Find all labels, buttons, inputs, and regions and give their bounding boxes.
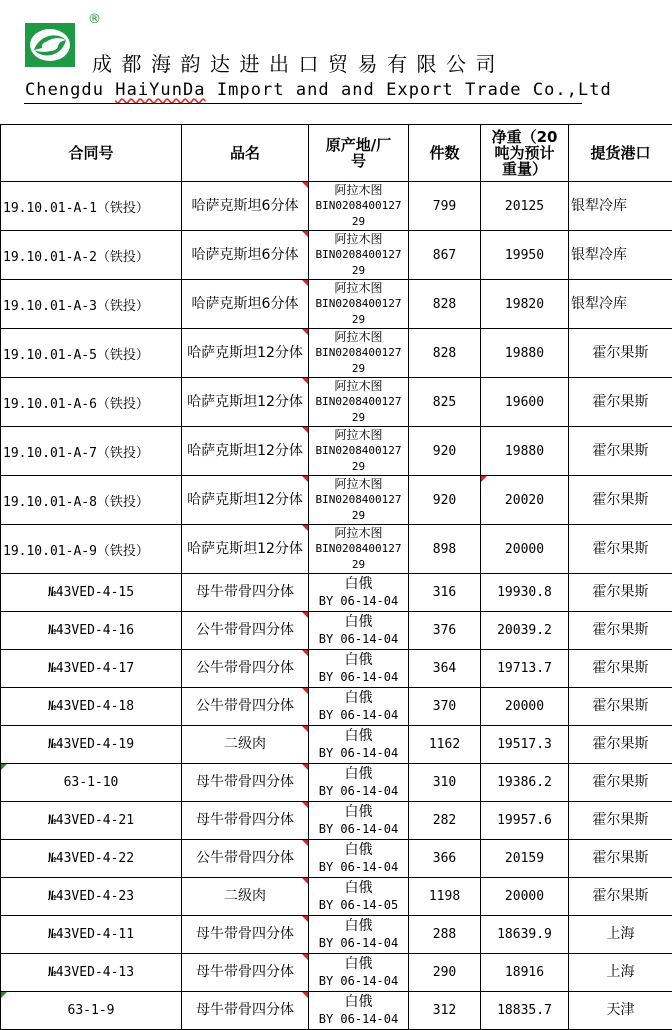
cell-count: 310: [409, 764, 481, 802]
origin-plant-code: BIN0208400127: [309, 345, 408, 361]
cell-weight: [481, 726, 569, 764]
company-name-english: [25, 80, 612, 100]
cell-count: 312: [409, 992, 481, 1030]
document-header: [0, 0, 672, 124]
origin-plant-code-tail: 29: [309, 459, 408, 475]
origin-plant-code: BY 06-14-04: [309, 707, 408, 724]
cell-product: [182, 378, 309, 427]
cell-weight: [481, 612, 569, 650]
cell-count: 828: [409, 329, 481, 378]
company-name-en-part1: Chengdu: [25, 80, 115, 100]
comment-marker-icon: [302, 231, 308, 237]
origin-plant-code: BY 06-14-04: [309, 593, 408, 610]
comment-marker-icon: [1, 764, 7, 770]
cell-origin: [309, 329, 409, 378]
product-text: 哈萨克斯坦12分体: [187, 394, 303, 410]
comment-marker-icon: [302, 427, 308, 433]
cell-contract-no: [1, 574, 182, 612]
origin-plant-code: BY 06-14-04: [309, 859, 408, 876]
cell-count: 1198: [409, 878, 481, 916]
cell-product: [182, 916, 309, 954]
shipment-table: [0, 124, 672, 1030]
contract-no-text: 63-1-10: [64, 775, 119, 790]
origin-city: 阿拉木图: [309, 525, 408, 541]
cell-contract-no: [1, 840, 182, 878]
cell-contract-no: [1, 329, 182, 378]
contract-no-text: №43VED-4-22: [48, 851, 134, 866]
contract-no-text: №43VED-4-16: [48, 623, 134, 638]
cell-product: [182, 992, 309, 1030]
weight-text: 19386.2: [497, 775, 552, 790]
header-product: 品名: [182, 125, 309, 182]
comment-marker-icon: [302, 688, 308, 694]
comment-marker-icon: [302, 182, 308, 188]
origin-city: 阿拉木图: [309, 329, 408, 345]
contract-no-text: №43VED-4-17: [48, 661, 134, 676]
table-row: [1, 954, 672, 992]
table-row: [1, 688, 672, 726]
cell-product: [182, 878, 309, 916]
contract-no-text: №43VED-4-15: [48, 585, 134, 600]
registered-trademark-mark: ®: [88, 12, 101, 27]
comment-marker-icon: [302, 878, 308, 884]
header-port: 提货港口: [569, 125, 672, 182]
cell-contract-no: [1, 992, 182, 1030]
table-row: [1, 840, 672, 878]
cell-weight: [481, 280, 569, 329]
cell-product: [182, 525, 309, 574]
header-origin: [309, 125, 409, 182]
origin-plant-code-tail: 29: [309, 361, 408, 377]
cell-weight: [481, 378, 569, 427]
origin-country: 白俄: [309, 728, 408, 745]
cell-contract-no: [1, 764, 182, 802]
cell-port: 霍尔果斯: [569, 802, 672, 840]
cell-weight: [481, 992, 569, 1030]
origin-plant-code: BY 06-14-04: [309, 821, 408, 838]
cell-origin: [309, 916, 409, 954]
table-row: [1, 992, 672, 1030]
origin-country: 白俄: [309, 994, 408, 1011]
cell-port: 霍尔果斯: [569, 329, 672, 378]
cell-contract-no: [1, 954, 182, 992]
cell-contract-no: [1, 916, 182, 954]
cell-weight: [481, 650, 569, 688]
origin-plant-code: BY 06-14-04: [309, 745, 408, 762]
cell-contract-no: [1, 650, 182, 688]
cell-origin: [309, 231, 409, 280]
origin-plant-code: BY 06-14-05: [309, 897, 408, 914]
origin-plant-code-tail: 29: [309, 214, 408, 230]
cell-origin: [309, 427, 409, 476]
weight-text: 20000: [505, 889, 544, 904]
weight-text: 20020: [505, 493, 544, 508]
cell-origin: [309, 378, 409, 427]
origin-plant-code: BIN0208400127: [309, 296, 408, 312]
table-header-row: [1, 125, 672, 182]
table-row: [1, 916, 672, 954]
origin-country: 白俄: [309, 918, 408, 935]
cell-count: 799: [409, 182, 481, 231]
product-text: 哈萨克斯坦12分体: [187, 443, 303, 459]
table-body: [1, 182, 672, 1030]
contract-no-text: №43VED-4-13: [48, 965, 134, 980]
origin-plant-code: BIN0208400127: [309, 394, 408, 410]
comment-marker-icon: [302, 916, 308, 922]
cell-product: [182, 231, 309, 280]
weight-text: 19820: [505, 297, 544, 312]
cell-contract-no: [1, 427, 182, 476]
origin-city: 阿拉木图: [309, 378, 408, 394]
cell-product: [182, 688, 309, 726]
cell-contract-no: [1, 525, 182, 574]
header-origin-line1: 原产地/厂: [309, 137, 408, 153]
origin-plant-code: BIN0208400127: [309, 492, 408, 508]
cell-count: 825: [409, 378, 481, 427]
origin-plant-code-tail: 29: [309, 263, 408, 279]
product-text: 哈萨克斯坦6分体: [192, 247, 299, 263]
origin-plant-code: BIN0208400127: [309, 198, 408, 214]
cell-origin: [309, 878, 409, 916]
cell-product: [182, 574, 309, 612]
cell-product: [182, 476, 309, 525]
table-row: [1, 231, 672, 280]
table-row: [1, 650, 672, 688]
weight-text: 19600: [505, 395, 544, 410]
origin-country: 白俄: [309, 842, 408, 859]
cell-port: 霍尔果斯: [569, 878, 672, 916]
cell-weight: [481, 878, 569, 916]
origin-country: 白俄: [309, 804, 408, 821]
contract-no-text: №43VED-4-18: [48, 699, 134, 714]
cell-count: 898: [409, 525, 481, 574]
weight-text: 19713.7: [497, 661, 552, 676]
weight-text: 18639.9: [497, 927, 552, 942]
cell-port: 霍尔果斯: [569, 688, 672, 726]
comment-marker-icon: [302, 378, 308, 384]
comment-marker-icon: [1, 992, 7, 998]
origin-country: 白俄: [309, 614, 408, 631]
cell-port: 霍尔果斯: [569, 574, 672, 612]
company-name-en-part2: HaiYunDa: [115, 80, 205, 100]
cell-port: 霍尔果斯: [569, 840, 672, 878]
contract-no-text: 19.10.01-A-1（铁投）: [3, 201, 149, 216]
weight-text: 19957.6: [497, 813, 552, 828]
cell-port: 霍尔果斯: [569, 525, 672, 574]
cell-port: 霍尔果斯: [569, 612, 672, 650]
comment-marker-icon: [302, 280, 308, 286]
cell-product: [182, 612, 309, 650]
cell-origin: [309, 650, 409, 688]
origin-country: 白俄: [309, 956, 408, 973]
contract-no-text: №43VED-4-23: [48, 889, 134, 904]
origin-plant-code: BY 06-14-04: [309, 783, 408, 800]
contract-no-text: №43VED-4-11: [48, 927, 134, 942]
origin-plant-code-tail: 29: [309, 410, 408, 426]
table-row: [1, 280, 672, 329]
product-text: 母牛带骨四分体: [196, 964, 294, 980]
cell-count: 1162: [409, 726, 481, 764]
cell-weight: [481, 802, 569, 840]
cell-port: 银犁冷库: [569, 280, 672, 329]
company-name-chinese: 成都海韵达进出口贸易有限公司: [92, 48, 505, 77]
company-name-en-part3: Import and and Export Trade Co.,Ltd: [206, 80, 612, 100]
contract-no-text: 19.10.01-A-6（铁投）: [3, 397, 149, 412]
cell-contract-no: [1, 378, 182, 427]
cell-origin: [309, 954, 409, 992]
cell-origin: [309, 802, 409, 840]
table-row: [1, 612, 672, 650]
weight-text: 20000: [505, 699, 544, 714]
cell-count: 316: [409, 574, 481, 612]
contract-no-text: 19.10.01-A-8（铁投）: [3, 495, 149, 510]
origin-plant-code: BY 06-14-04: [309, 669, 408, 686]
comment-marker-icon: [302, 726, 308, 732]
cell-product: [182, 840, 309, 878]
comment-marker-icon: [302, 650, 308, 656]
contract-no-text: 19.10.01-A-9（铁投）: [3, 544, 149, 559]
cell-count: 920: [409, 476, 481, 525]
product-text: 公牛带骨四分体: [196, 660, 294, 676]
cell-count: 370: [409, 688, 481, 726]
origin-plant-code: BY 06-14-04: [309, 631, 408, 648]
table-row: [1, 525, 672, 574]
cell-origin: [309, 574, 409, 612]
cell-product: [182, 427, 309, 476]
cell-product: [182, 802, 309, 840]
weight-text: 18916: [505, 965, 544, 980]
cell-weight: [481, 954, 569, 992]
cell-count: 828: [409, 280, 481, 329]
table-row: [1, 182, 672, 231]
comment-marker-icon: [302, 954, 308, 960]
cell-port: 银犁冷库: [569, 231, 672, 280]
cell-contract-no: [1, 280, 182, 329]
comment-marker-icon: [302, 476, 308, 482]
cell-weight: [481, 427, 569, 476]
contract-no-text: 63-1-9: [68, 1003, 115, 1018]
product-text: 哈萨克斯坦12分体: [187, 492, 303, 508]
product-text: 哈萨克斯坦12分体: [187, 541, 303, 557]
product-text: 哈萨克斯坦6分体: [192, 198, 299, 214]
table-row: [1, 764, 672, 802]
weight-text: 20000: [505, 542, 544, 557]
origin-plant-code: BIN0208400127: [309, 247, 408, 263]
weight-text: 19880: [505, 346, 544, 361]
cell-port: 霍尔果斯: [569, 378, 672, 427]
cell-count: 288: [409, 916, 481, 954]
product-text: 公牛带骨四分体: [196, 622, 294, 638]
header-weight-line2: 吨为预计: [481, 145, 568, 161]
origin-country: 白俄: [309, 766, 408, 783]
origin-plant-code-tail: 29: [309, 557, 408, 573]
comment-marker-icon: [302, 802, 308, 808]
cell-origin: [309, 476, 409, 525]
cell-contract-no: [1, 726, 182, 764]
origin-plant-code: BIN0208400127: [309, 443, 408, 459]
cell-count: 376: [409, 612, 481, 650]
cell-weight: [481, 182, 569, 231]
table-row: [1, 476, 672, 525]
comment-marker-icon: [302, 840, 308, 846]
cell-port: 霍尔果斯: [569, 427, 672, 476]
origin-country: 白俄: [309, 652, 408, 669]
contract-no-text: 19.10.01-A-7（铁投）: [3, 446, 149, 461]
weight-text: 18835.7: [497, 1003, 552, 1018]
origin-country: 白俄: [309, 690, 408, 707]
table-row: [1, 878, 672, 916]
header-underline: [24, 103, 582, 104]
origin-city: 阿拉木图: [309, 182, 408, 198]
cell-count: 366: [409, 840, 481, 878]
cell-contract-no: [1, 231, 182, 280]
product-text: 母牛带骨四分体: [196, 812, 294, 828]
cell-origin: [309, 182, 409, 231]
header-weight-line3: 重量）: [481, 161, 568, 177]
weight-text: 19930.8: [497, 585, 552, 600]
cell-port: 霍尔果斯: [569, 476, 672, 525]
cell-port: 霍尔果斯: [569, 764, 672, 802]
cell-weight: [481, 840, 569, 878]
weight-text: 19950: [505, 248, 544, 263]
cell-origin: [309, 688, 409, 726]
comment-marker-icon: [302, 992, 308, 998]
contract-no-text: 19.10.01-A-5（铁投）: [3, 348, 149, 363]
cell-port: 霍尔果斯: [569, 726, 672, 764]
origin-plant-code: BY 06-14-04: [309, 1011, 408, 1028]
product-text: 二级肉: [224, 736, 266, 752]
header-contract-no: 合同号: [1, 125, 182, 182]
cell-weight: [481, 574, 569, 612]
cell-weight: [481, 525, 569, 574]
cell-count: 920: [409, 427, 481, 476]
contract-no-text: 19.10.01-A-2（铁投）: [3, 250, 149, 265]
table-row: [1, 378, 672, 427]
cell-product: [182, 726, 309, 764]
origin-country: 白俄: [309, 576, 408, 593]
cell-contract-no: [1, 802, 182, 840]
cell-origin: [309, 840, 409, 878]
cell-count: 290: [409, 954, 481, 992]
cell-weight: [481, 329, 569, 378]
product-text: 公牛带骨四分体: [196, 698, 294, 714]
cell-port: 银犁冷库: [569, 182, 672, 231]
cell-weight: [481, 688, 569, 726]
cell-product: [182, 764, 309, 802]
cell-product: [182, 954, 309, 992]
header-weight: [481, 125, 569, 182]
cell-contract-no: [1, 688, 182, 726]
product-text: 母牛带骨四分体: [196, 1002, 294, 1018]
product-text: 母牛带骨四分体: [196, 926, 294, 942]
origin-plant-code: BY 06-14-04: [309, 973, 408, 990]
contract-no-text: №43VED-4-19: [48, 737, 134, 752]
cell-contract-no: [1, 476, 182, 525]
product-text: 母牛带骨四分体: [196, 774, 294, 790]
header-origin-line2: 号: [309, 153, 408, 169]
cell-port: 上海: [569, 916, 672, 954]
cell-weight: [481, 231, 569, 280]
cell-origin: [309, 280, 409, 329]
company-logo-icon: [24, 22, 76, 68]
origin-city: 阿拉木图: [309, 476, 408, 492]
product-text: 母牛带骨四分体: [196, 584, 294, 600]
cell-port: 霍尔果斯: [569, 650, 672, 688]
cell-product: [182, 329, 309, 378]
contract-no-text: №43VED-4-21: [48, 813, 134, 828]
cell-contract-no: [1, 878, 182, 916]
header-count: 件数: [409, 125, 481, 182]
origin-plant-code: BIN0208400127: [309, 541, 408, 557]
cell-port: 上海: [569, 954, 672, 992]
origin-plant-code-tail: 29: [309, 508, 408, 524]
cell-contract-no: [1, 182, 182, 231]
cell-contract-no: [1, 612, 182, 650]
table-row: [1, 802, 672, 840]
cell-origin: [309, 525, 409, 574]
header-weight-line1: 净重（20: [481, 129, 568, 145]
comment-marker-icon: [302, 329, 308, 335]
contract-no-text: 19.10.01-A-3（铁投）: [3, 299, 149, 314]
table-row: [1, 427, 672, 476]
comment-marker-icon: [302, 612, 308, 618]
comment-marker-icon: [302, 764, 308, 770]
cell-weight: [481, 476, 569, 525]
origin-city: 阿拉木图: [309, 427, 408, 443]
cell-product: [182, 650, 309, 688]
origin-country: 白俄: [309, 880, 408, 897]
comment-marker-icon: [302, 525, 308, 531]
cell-origin: [309, 726, 409, 764]
cell-origin: [309, 992, 409, 1030]
cell-port: 天津: [569, 992, 672, 1030]
origin-plant-code: BY 06-14-04: [309, 935, 408, 952]
product-text: 二级肉: [224, 888, 266, 904]
product-text: 哈萨克斯坦12分体: [187, 345, 303, 361]
cell-count: 364: [409, 650, 481, 688]
weight-text: 19880: [505, 444, 544, 459]
product-text: 哈萨克斯坦6分体: [192, 296, 299, 312]
cell-count: 867: [409, 231, 481, 280]
cell-weight: [481, 764, 569, 802]
origin-city: 阿拉木图: [309, 280, 408, 296]
origin-city: 阿拉木图: [309, 231, 408, 247]
weight-text: 20039.2: [497, 623, 552, 638]
table-row: [1, 574, 672, 612]
origin-plant-code-tail: 29: [309, 312, 408, 328]
cell-origin: [309, 612, 409, 650]
table-row: [1, 329, 672, 378]
weight-text: 19517.3: [497, 737, 552, 752]
cell-origin: [309, 764, 409, 802]
weight-text: 20125: [505, 199, 544, 214]
cell-count: 282: [409, 802, 481, 840]
cell-weight: [481, 916, 569, 954]
table-row: [1, 726, 672, 764]
cell-product: [182, 280, 309, 329]
comment-marker-icon: [481, 476, 487, 482]
cell-product: [182, 182, 309, 231]
product-text: 公牛带骨四分体: [196, 850, 294, 866]
weight-text: 20159: [505, 851, 544, 866]
